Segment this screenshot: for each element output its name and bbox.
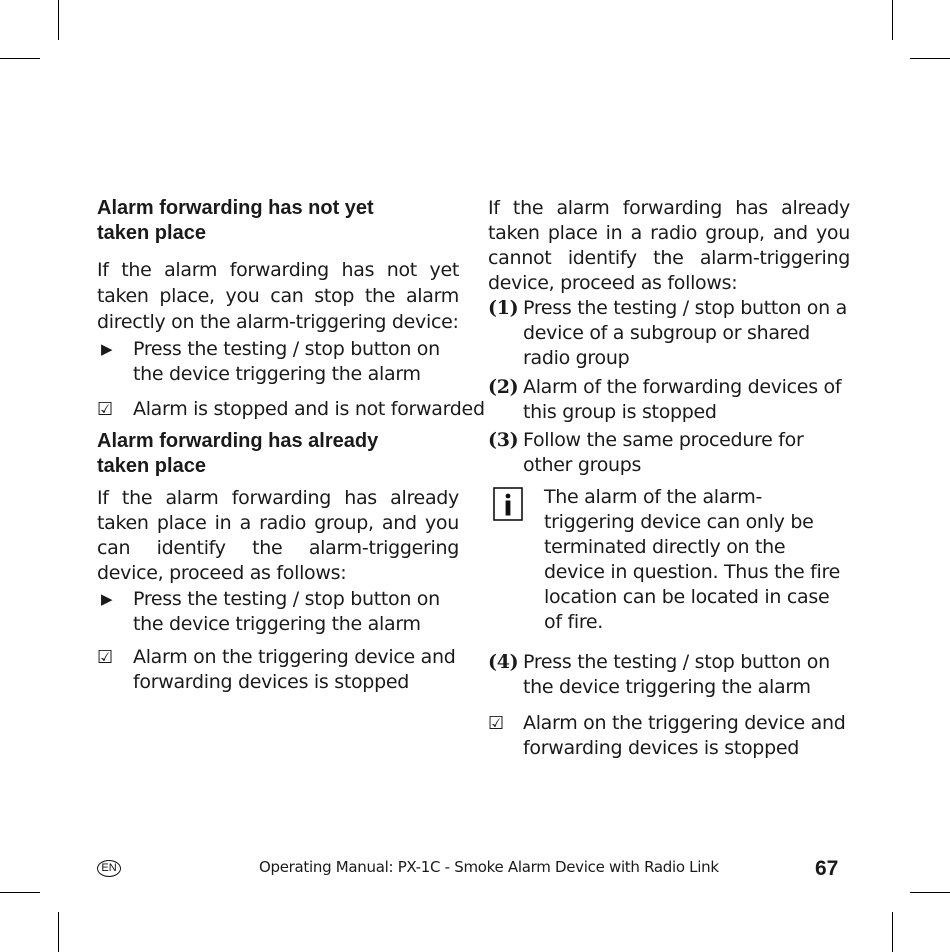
numbered-step (488, 650, 850, 700)
result-text: Alarm is stopped and is not forwarded (133, 398, 485, 420)
result-item (97, 645, 459, 695)
page-footer (0, 856, 950, 886)
checkbox-icon: ☑ (488, 713, 504, 734)
result-item (488, 711, 850, 761)
info-icon (493, 487, 523, 521)
page-number: 67 (815, 857, 839, 880)
paragraph: If the alarm forwarding has already taken place in a radio group, and you cannot identify the alarm-triggering device, proceed as follows: (488, 197, 850, 294)
crop-mark (910, 58, 950, 59)
step-number: (2) (488, 376, 519, 398)
play-triangle-icon: ▶ (101, 340, 113, 358)
section-heading: Alarm forwarding has not yet taken place (97, 197, 374, 244)
numbered-step (488, 428, 850, 478)
result-text: Alarm on the triggering device and forwarding devices is stopped (523, 712, 846, 759)
crop-mark (892, 912, 893, 952)
crop-mark (892, 0, 893, 40)
crop-mark (0, 892, 40, 893)
crop-mark (0, 58, 40, 59)
step-number: (1) (488, 297, 519, 319)
right-column (488, 196, 850, 761)
paragraph: If the alarm forwarding has not yet taken place, you can stop the alarm directly on the alarm-triggering device: (97, 259, 459, 333)
instruction-step (97, 587, 459, 637)
result-item (97, 397, 485, 422)
step-text: Press the testing / stop button on the device triggering the alarm (523, 651, 830, 698)
info-text: The alarm of the alarm-triggering device can only be terminated directly on the device in question. Thus the fire location can be located in case of fire. (544, 486, 840, 633)
crop-mark (910, 892, 950, 893)
step-number: (3) (488, 429, 519, 451)
footer-title: Operating Manual: PX-1C - Smoke Alarm Device with Radio Link (259, 858, 719, 876)
step-text: Follow the same procedure for other groups (523, 429, 804, 476)
step-number: (4) (488, 651, 519, 673)
checkbox-icon: ☑ (97, 399, 113, 420)
language-badge: EN (97, 860, 121, 877)
step-text: Press the testing / stop button on a device of a subgroup or shared radio group (523, 297, 847, 369)
numbered-step (488, 375, 850, 425)
result-text: Alarm on the triggering device and forwarding devices is stopped (133, 646, 456, 693)
step-text: Alarm of the forwarding devices of this group is stopped (523, 376, 842, 423)
info-note (488, 485, 850, 635)
crop-mark (58, 0, 59, 40)
instruction-step (97, 337, 459, 387)
step-text: Press the testing / stop button on the device triggering the alarm (133, 588, 440, 635)
numbered-step (488, 296, 850, 371)
crop-mark (58, 912, 59, 952)
paragraph: If the alarm forwarding has already taken place in a radio group, and you can identify the alarm-triggering device, proceed as follows: (97, 487, 459, 584)
play-triangle-icon: ▶ (101, 590, 113, 608)
checkbox-icon: ☑ (97, 647, 113, 668)
left-column (97, 196, 485, 695)
section-heading: Alarm forwarding has already taken place (97, 430, 379, 477)
step-text: Press the testing / stop button on the device triggering the alarm (133, 338, 440, 385)
